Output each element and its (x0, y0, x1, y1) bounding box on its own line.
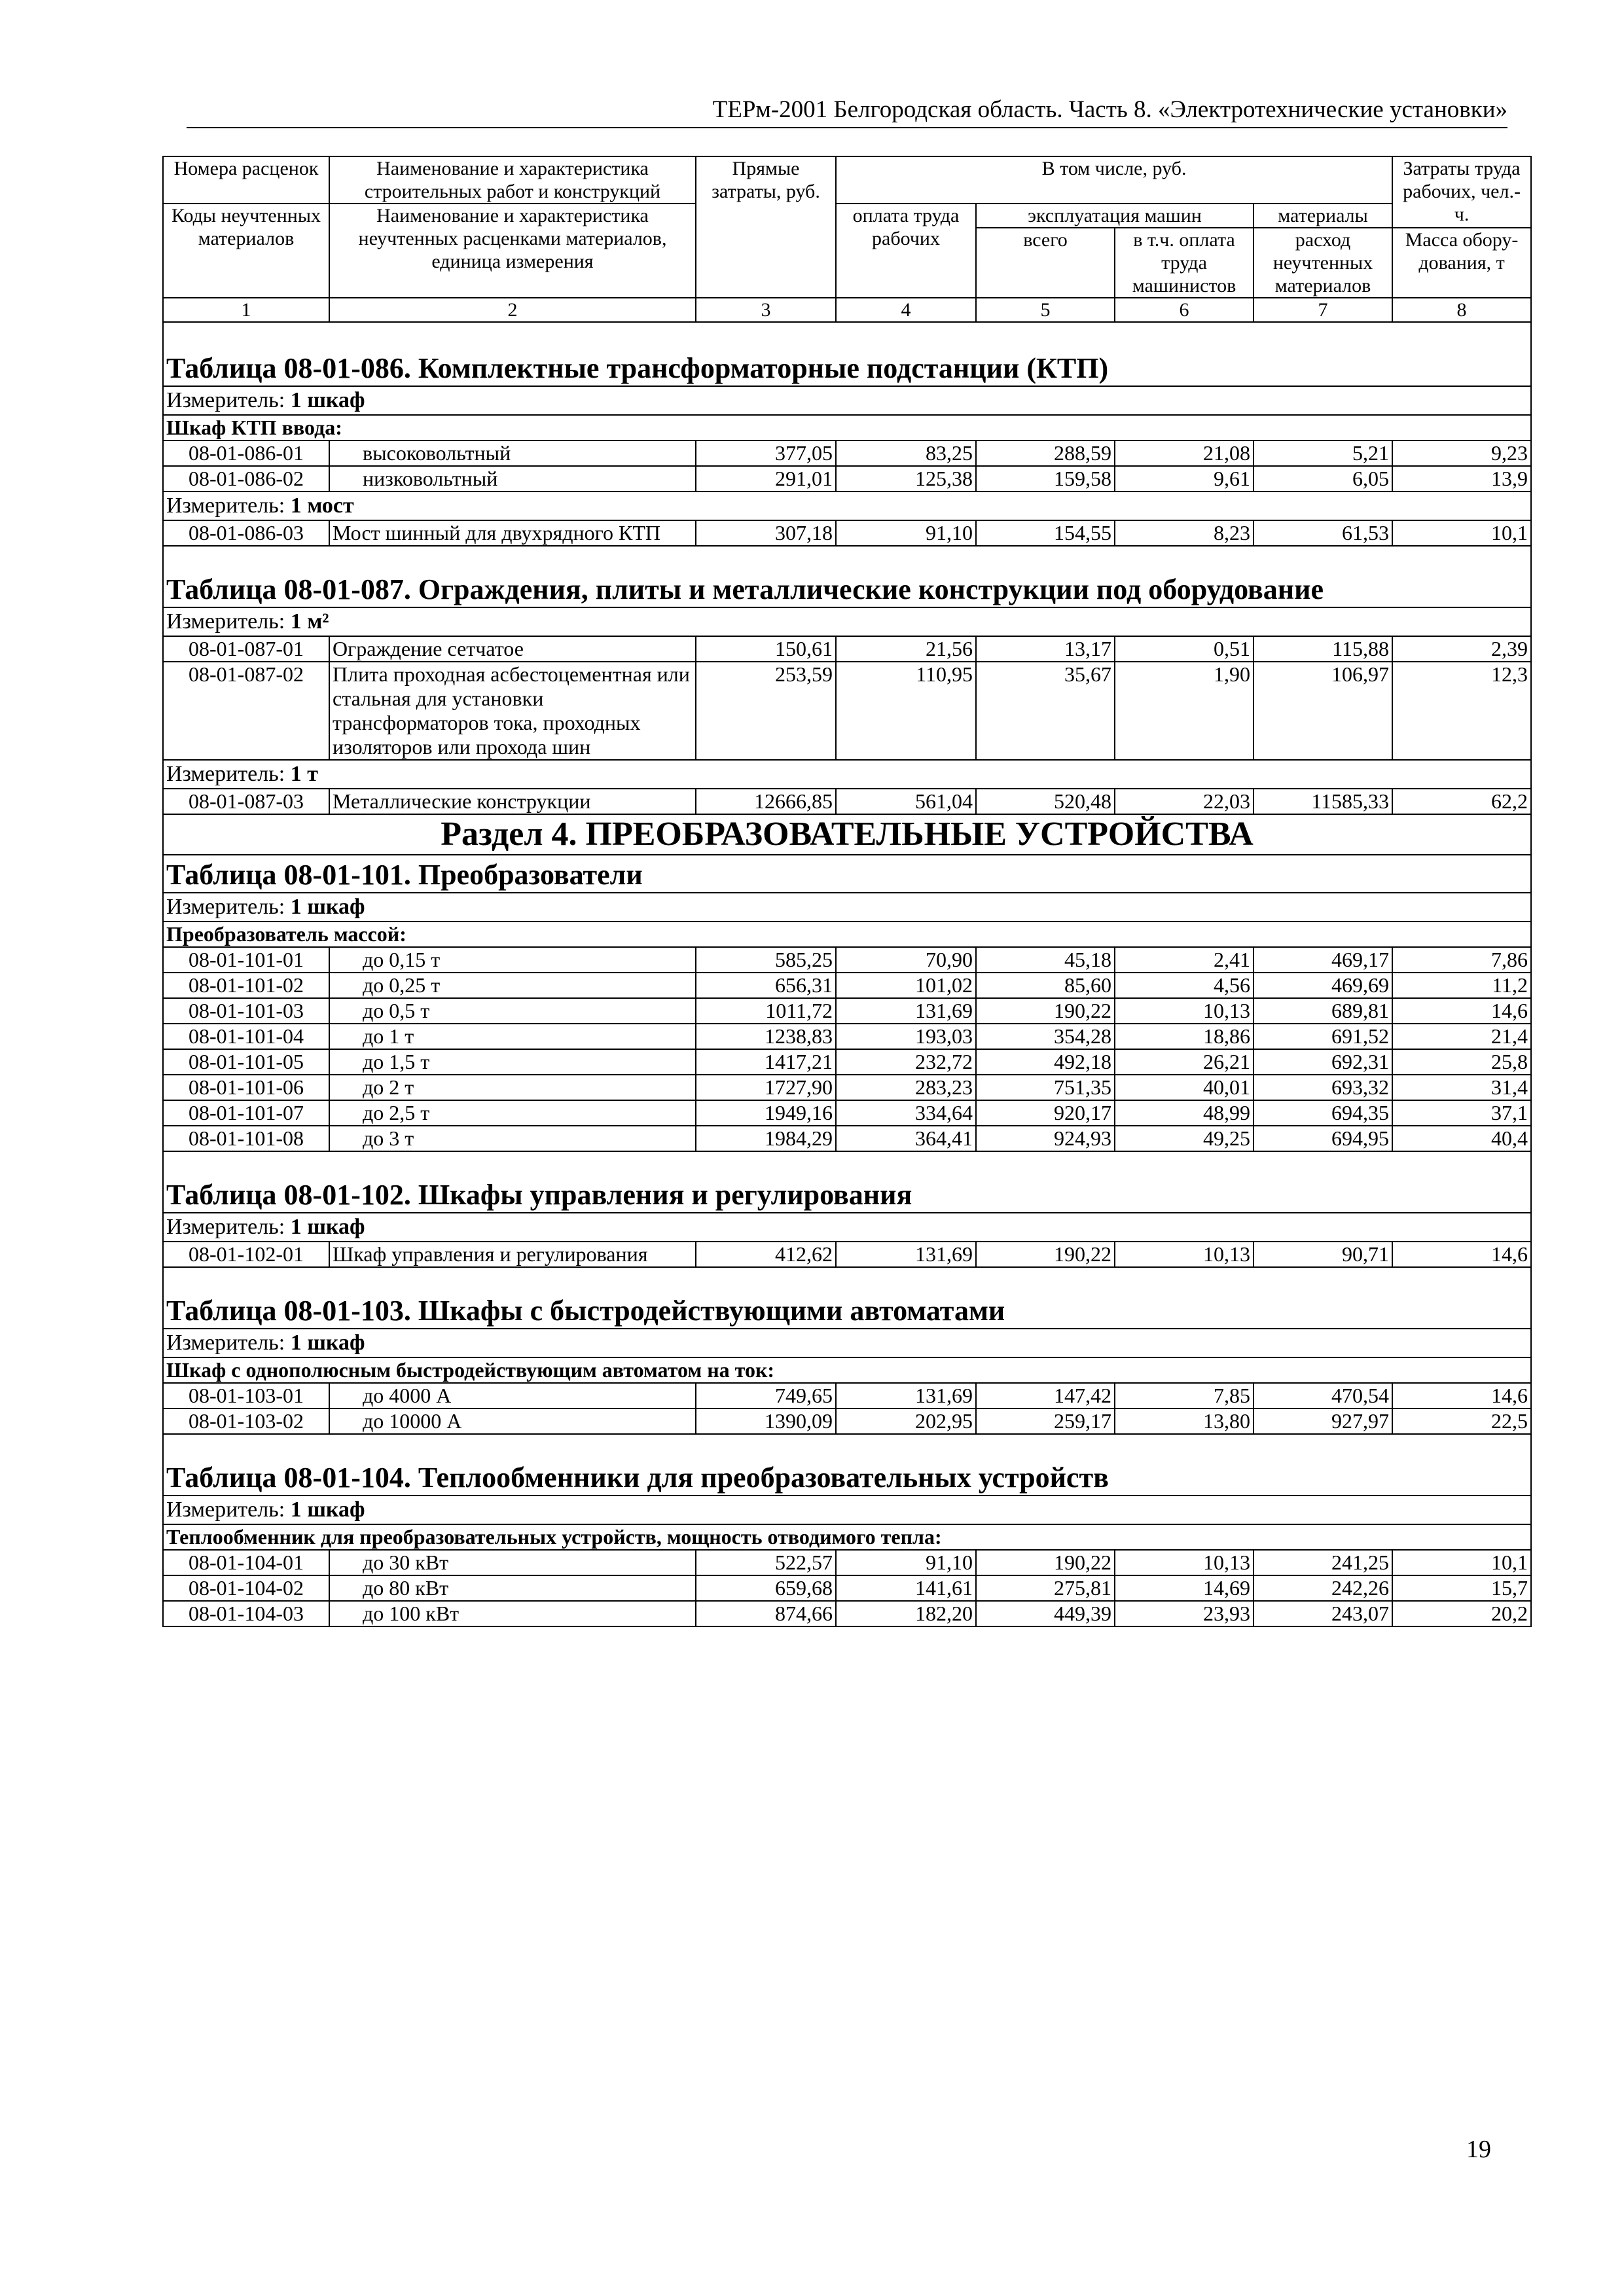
row-labor: 21,4 (1392, 1024, 1531, 1049)
header-num: 5 (976, 298, 1115, 322)
page-number: 19 (1466, 2136, 1491, 2163)
header-machines: эксплуатация машин (976, 204, 1254, 228)
measure-line (163, 760, 1531, 789)
row-direct: 1238,83 (696, 1024, 836, 1049)
row-code: 08-01-103-01 (163, 1383, 329, 1408)
row-wage: 125,38 (836, 466, 976, 492)
row-machines: 147,42 (976, 1383, 1115, 1408)
row-machines: 85,60 (976, 973, 1115, 998)
group-row: Преобразователь массой: (163, 922, 1531, 947)
row-machines: 190,22 (976, 1550, 1115, 1575)
row-machinists: 48,99 (1115, 1100, 1254, 1126)
row-wage: 364,41 (836, 1126, 976, 1151)
row-name: до 80 кВт (329, 1575, 696, 1601)
group-row: Шкаф КТП ввода: (163, 415, 1531, 440)
row-materials: 691,52 (1254, 1024, 1392, 1049)
header-col2-bottom: Наименование и характеристика неучтенных расценками материалов, единица измерения (329, 204, 696, 298)
row-name: Шкаф управления и регулирования (329, 1242, 696, 1267)
row-wage: 131,69 (836, 1242, 976, 1267)
row-direct: 1984,29 (696, 1126, 836, 1151)
measure-line (163, 492, 1531, 520)
row-direct: 656,31 (696, 973, 836, 998)
table-row (163, 1100, 1531, 1126)
header-num: 7 (1254, 298, 1392, 322)
row-wage: 91,10 (836, 520, 976, 546)
row-name: до 4000 А (329, 1383, 696, 1408)
row-direct: 1011,72 (696, 998, 836, 1024)
row-code: 08-01-101-05 (163, 1049, 329, 1075)
table-row (163, 1024, 1531, 1049)
row-materials: 470,54 (1254, 1383, 1392, 1408)
row-materials: 90,71 (1254, 1242, 1392, 1267)
row-materials: 693,32 (1254, 1075, 1392, 1100)
table-row (163, 1601, 1531, 1626)
header-num: 1 (163, 298, 329, 322)
row-machines: 190,22 (976, 998, 1115, 1024)
row-name: до 2,5 т (329, 1100, 696, 1126)
header-num: 8 (1392, 298, 1531, 322)
measure-value: 1 шкаф (290, 1215, 365, 1239)
row-labor: 37,1 (1392, 1100, 1531, 1126)
row-labor: 7,86 (1392, 947, 1531, 973)
row-code: 08-01-101-04 (163, 1024, 329, 1049)
table-title-103: Таблица 08-01-103. Шкафы с быстродействующими автоматами (163, 1267, 1531, 1329)
row-code: 08-01-087-01 (163, 636, 329, 662)
row-name: до 0,5 т (329, 998, 696, 1024)
table-title-086: Таблица 08-01-086. Комплектные трансформаторные подстанции (КТП) (163, 322, 1531, 386)
row-wage: 334,64 (836, 1100, 976, 1126)
table-row (163, 1126, 1531, 1151)
row-code: 08-01-101-08 (163, 1126, 329, 1151)
row-code: 08-01-101-01 (163, 947, 329, 973)
section-title: Раздел 4. ПРЕОБРАЗОВАТЕЛЬНЫЕ УСТРОЙСТВА (163, 814, 1531, 855)
row-code: 08-01-102-01 (163, 1242, 329, 1267)
row-name: высоковольтный (329, 440, 696, 466)
row-code: 08-01-104-01 (163, 1550, 329, 1575)
row-wage: 193,03 (836, 1024, 976, 1049)
row-wage: 101,02 (836, 973, 976, 998)
row-code: 08-01-086-01 (163, 440, 329, 466)
row-machinists: 10,13 (1115, 1550, 1254, 1575)
measure-label: Измеритель: (166, 1498, 285, 1522)
row-labor: 15,7 (1392, 1575, 1531, 1601)
row-name: до 30 кВт (329, 1550, 696, 1575)
row-machinists: 22,03 (1115, 789, 1254, 814)
row-labor: 13,9 (1392, 466, 1531, 492)
row-direct: 12666,85 (696, 789, 836, 814)
row-machines: 492,18 (976, 1049, 1115, 1075)
header-total: всего (976, 228, 1115, 298)
row-name: до 2 т (329, 1075, 696, 1100)
measure-value: 1 шкаф (290, 1498, 365, 1522)
rates-table (162, 156, 1532, 1627)
row-name: до 3 т (329, 1126, 696, 1151)
row-materials: 115,88 (1254, 636, 1392, 662)
row-machinists: 10,13 (1115, 998, 1254, 1024)
row-code: 08-01-086-02 (163, 466, 329, 492)
row-labor: 20,2 (1392, 1601, 1531, 1626)
row-name: до 100 кВт (329, 1601, 696, 1626)
row-name: до 0,15 т (329, 947, 696, 973)
group-row: Теплообменник для преобразовательных устройств, мощность отводимого тепла: (163, 1524, 1531, 1550)
row-labor: 12,3 (1392, 662, 1531, 760)
row-name: Плита проходная асбестоцементная или стальная для установки трансформаторов тока, проходных изоляторов или прохода шин (329, 662, 696, 760)
table-row (163, 520, 1531, 546)
row-machines: 159,58 (976, 466, 1115, 492)
row-labor: 9,23 (1392, 440, 1531, 466)
table-row (163, 1242, 1531, 1267)
row-machinists: 23,93 (1115, 1601, 1254, 1626)
row-name: до 10000 А (329, 1408, 696, 1434)
measure-line (163, 893, 1531, 922)
row-materials: 106,97 (1254, 662, 1392, 760)
row-materials: 241,25 (1254, 1550, 1392, 1575)
row-wage: 202,95 (836, 1408, 976, 1434)
measure-line (163, 607, 1531, 636)
row-labor: 10,1 (1392, 1550, 1531, 1575)
row-wage: 83,25 (836, 440, 976, 466)
row-direct: 874,66 (696, 1601, 836, 1626)
row-direct: 585,25 (696, 947, 836, 973)
row-machines: 45,18 (976, 947, 1115, 973)
row-machines: 275,81 (976, 1575, 1115, 1601)
table-row (163, 1075, 1531, 1100)
table-row (163, 662, 1531, 760)
table-row (163, 1383, 1531, 1408)
row-wage: 141,61 (836, 1575, 976, 1601)
row-direct: 253,59 (696, 662, 836, 760)
row-machines: 449,39 (976, 1601, 1115, 1626)
row-name: до 0,25 т (329, 973, 696, 998)
row-code: 08-01-087-02 (163, 662, 329, 760)
header-wage: оплата труда рабочих (836, 204, 976, 298)
header-incl-wage: в т.ч. оплата труда машинистов (1115, 228, 1254, 298)
row-machinists: 10,13 (1115, 1242, 1254, 1267)
row-labor: 22,5 (1392, 1408, 1531, 1434)
table-row (163, 1550, 1531, 1575)
table-row (163, 1049, 1531, 1075)
row-wage: 182,20 (836, 1601, 976, 1626)
header-num: 6 (1115, 298, 1254, 322)
row-machinists: 40,01 (1115, 1075, 1254, 1100)
row-materials: 469,17 (1254, 947, 1392, 973)
table-row (163, 998, 1531, 1024)
row-direct: 1949,16 (696, 1100, 836, 1126)
measure-label: Измеритель: (166, 609, 285, 634)
row-direct: 522,57 (696, 1550, 836, 1575)
row-machines: 35,67 (976, 662, 1115, 760)
row-name: до 1,5 т (329, 1049, 696, 1075)
row-machinists: 18,86 (1115, 1024, 1254, 1049)
row-wage: 110,95 (836, 662, 976, 760)
row-materials: 242,26 (1254, 1575, 1392, 1601)
measure-value: 1 мост (290, 493, 354, 518)
row-machinists: 21,08 (1115, 440, 1254, 466)
header-direct-costs: Прямые затраты, руб. (696, 156, 836, 298)
measure-value: 1 шкаф (290, 1331, 365, 1355)
measure-line (163, 386, 1531, 415)
row-materials: 927,97 (1254, 1408, 1392, 1434)
row-code: 08-01-104-03 (163, 1601, 329, 1626)
row-name: Металлические конструкции (329, 789, 696, 814)
measure-value: 1 м² (290, 609, 329, 634)
row-direct: 1390,09 (696, 1408, 836, 1434)
row-materials: 11585,33 (1254, 789, 1392, 814)
measure-line (163, 1329, 1531, 1357)
row-labor: 31,4 (1392, 1075, 1531, 1100)
row-materials: 692,31 (1254, 1049, 1392, 1075)
row-materials: 694,35 (1254, 1100, 1392, 1126)
header-num: 4 (836, 298, 976, 322)
row-machinists: 9,61 (1115, 466, 1254, 492)
measure-label: Измеритель: (166, 388, 285, 412)
row-machinists: 1,90 (1115, 662, 1254, 760)
row-machinists: 8,23 (1115, 520, 1254, 546)
group-row: Шкаф с однополюсным быстродействующим автоматом на ток: (163, 1357, 1531, 1383)
row-labor: 62,2 (1392, 789, 1531, 814)
row-direct: 412,62 (696, 1242, 836, 1267)
measure-value: 1 шкаф (290, 895, 365, 919)
header-col1-top: Номера расценок (163, 156, 329, 204)
row-materials: 243,07 (1254, 1601, 1392, 1626)
table-row (163, 466, 1531, 492)
row-machinists: 2,41 (1115, 947, 1254, 973)
measure-label: Измеритель: (166, 762, 285, 786)
row-wage: 232,72 (836, 1049, 976, 1075)
row-machines: 13,17 (976, 636, 1115, 662)
measure-label: Измеритель: (166, 493, 285, 518)
table-row (163, 636, 1531, 662)
header-mass: Масса обору-дования, т (1392, 228, 1531, 298)
row-wage: 70,90 (836, 947, 976, 973)
row-machines: 354,28 (976, 1024, 1115, 1049)
table-row (163, 1408, 1531, 1434)
table-title-087: Таблица 08-01-087. Ограждения, плиты и металлические конструкции под оборудование (163, 546, 1531, 607)
table-title-104: Таблица 08-01-104. Теплообменники для преобразовательных устройств (163, 1434, 1531, 1496)
row-machines: 154,55 (976, 520, 1115, 546)
row-labor: 14,6 (1392, 998, 1531, 1024)
header-materials: материалы (1254, 204, 1392, 228)
row-materials: 689,81 (1254, 998, 1392, 1024)
row-name: низковольтный (329, 466, 696, 492)
row-wage: 561,04 (836, 789, 976, 814)
row-materials: 61,53 (1254, 520, 1392, 546)
row-materials: 6,05 (1254, 466, 1392, 492)
row-code: 08-01-103-02 (163, 1408, 329, 1434)
table-title-102: Таблица 08-01-102. Шкафы управления и регулирования (163, 1151, 1531, 1213)
row-direct: 1727,90 (696, 1075, 836, 1100)
measure-label: Измеритель: (166, 1215, 285, 1239)
row-labor: 11,2 (1392, 973, 1531, 998)
header-including: В том числе, руб. (836, 156, 1392, 204)
row-code: 08-01-104-02 (163, 1575, 329, 1601)
row-labor: 10,1 (1392, 520, 1531, 546)
row-labor: 25,8 (1392, 1049, 1531, 1075)
row-wage: 91,10 (836, 1550, 976, 1575)
row-code: 08-01-101-02 (163, 973, 329, 998)
row-labor: 14,6 (1392, 1383, 1531, 1408)
row-machines: 288,59 (976, 440, 1115, 466)
header-num: 3 (696, 298, 836, 322)
row-machinists: 26,21 (1115, 1049, 1254, 1075)
row-wage: 131,69 (836, 998, 976, 1024)
row-machines: 520,48 (976, 789, 1115, 814)
row-direct: 377,05 (696, 440, 836, 466)
row-machines: 190,22 (976, 1242, 1115, 1267)
header-col2-top: Наименование и характеристика строительных работ и конструкций (329, 156, 696, 204)
row-machinists: 4,56 (1115, 973, 1254, 998)
row-machines: 920,17 (976, 1100, 1115, 1126)
measure-label: Измеритель: (166, 895, 285, 919)
row-materials: 469,69 (1254, 973, 1392, 998)
row-materials: 5,21 (1254, 440, 1392, 466)
row-wage: 283,23 (836, 1075, 976, 1100)
table-row (163, 973, 1531, 998)
row-name: Ограждение сетчатое (329, 636, 696, 662)
row-labor: 2,39 (1392, 636, 1531, 662)
header-num: 2 (329, 298, 696, 322)
row-code: 08-01-101-06 (163, 1075, 329, 1100)
row-name: до 1 т (329, 1024, 696, 1049)
row-labor: 14,6 (1392, 1242, 1531, 1267)
row-direct: 150,61 (696, 636, 836, 662)
header-materials-bottom: расход неучтенных материалов (1254, 228, 1392, 298)
row-machinists: 0,51 (1115, 636, 1254, 662)
row-machines: 259,17 (976, 1408, 1115, 1434)
row-labor: 40,4 (1392, 1126, 1531, 1151)
measure-value: 1 шкаф (290, 388, 365, 412)
measure-label: Измеритель: (166, 1331, 285, 1355)
row-code: 08-01-101-03 (163, 998, 329, 1024)
row-machinists: 13,80 (1115, 1408, 1254, 1434)
table-title-101: Таблица 08-01-101. Преобразователи (163, 855, 1531, 893)
measure-value: 1 т (290, 762, 318, 786)
row-machinists: 7,85 (1115, 1383, 1254, 1408)
row-direct: 749,65 (696, 1383, 836, 1408)
measure-line (163, 1213, 1531, 1242)
row-wage: 21,56 (836, 636, 976, 662)
row-machinists: 14,69 (1115, 1575, 1254, 1601)
table-row (163, 947, 1531, 973)
row-machines: 924,93 (976, 1126, 1115, 1151)
row-name: Мост шинный для двухрядного КТП (329, 520, 696, 546)
row-code: 08-01-087-03 (163, 789, 329, 814)
header-col1-bottom: Коды неучтенных материалов (163, 204, 329, 298)
table-row (163, 1575, 1531, 1601)
table-row (163, 440, 1531, 466)
row-materials: 694,95 (1254, 1126, 1392, 1151)
row-machines: 751,35 (976, 1075, 1115, 1100)
row-code: 08-01-101-07 (163, 1100, 329, 1126)
row-direct: 1417,21 (696, 1049, 836, 1075)
table-row (163, 789, 1531, 814)
row-direct: 307,18 (696, 520, 836, 546)
page-header: ТЕРм-2001 Белгородская область. Часть 8. «Электротехнические установки» (187, 96, 1507, 128)
measure-line (163, 1496, 1531, 1524)
header-labor: Затраты труда рабочих, чел.-ч. (1392, 156, 1531, 228)
row-code: 08-01-086-03 (163, 520, 329, 546)
row-wage: 131,69 (836, 1383, 976, 1408)
row-direct: 659,68 (696, 1575, 836, 1601)
row-direct: 291,01 (696, 466, 836, 492)
row-machinists: 49,25 (1115, 1126, 1254, 1151)
